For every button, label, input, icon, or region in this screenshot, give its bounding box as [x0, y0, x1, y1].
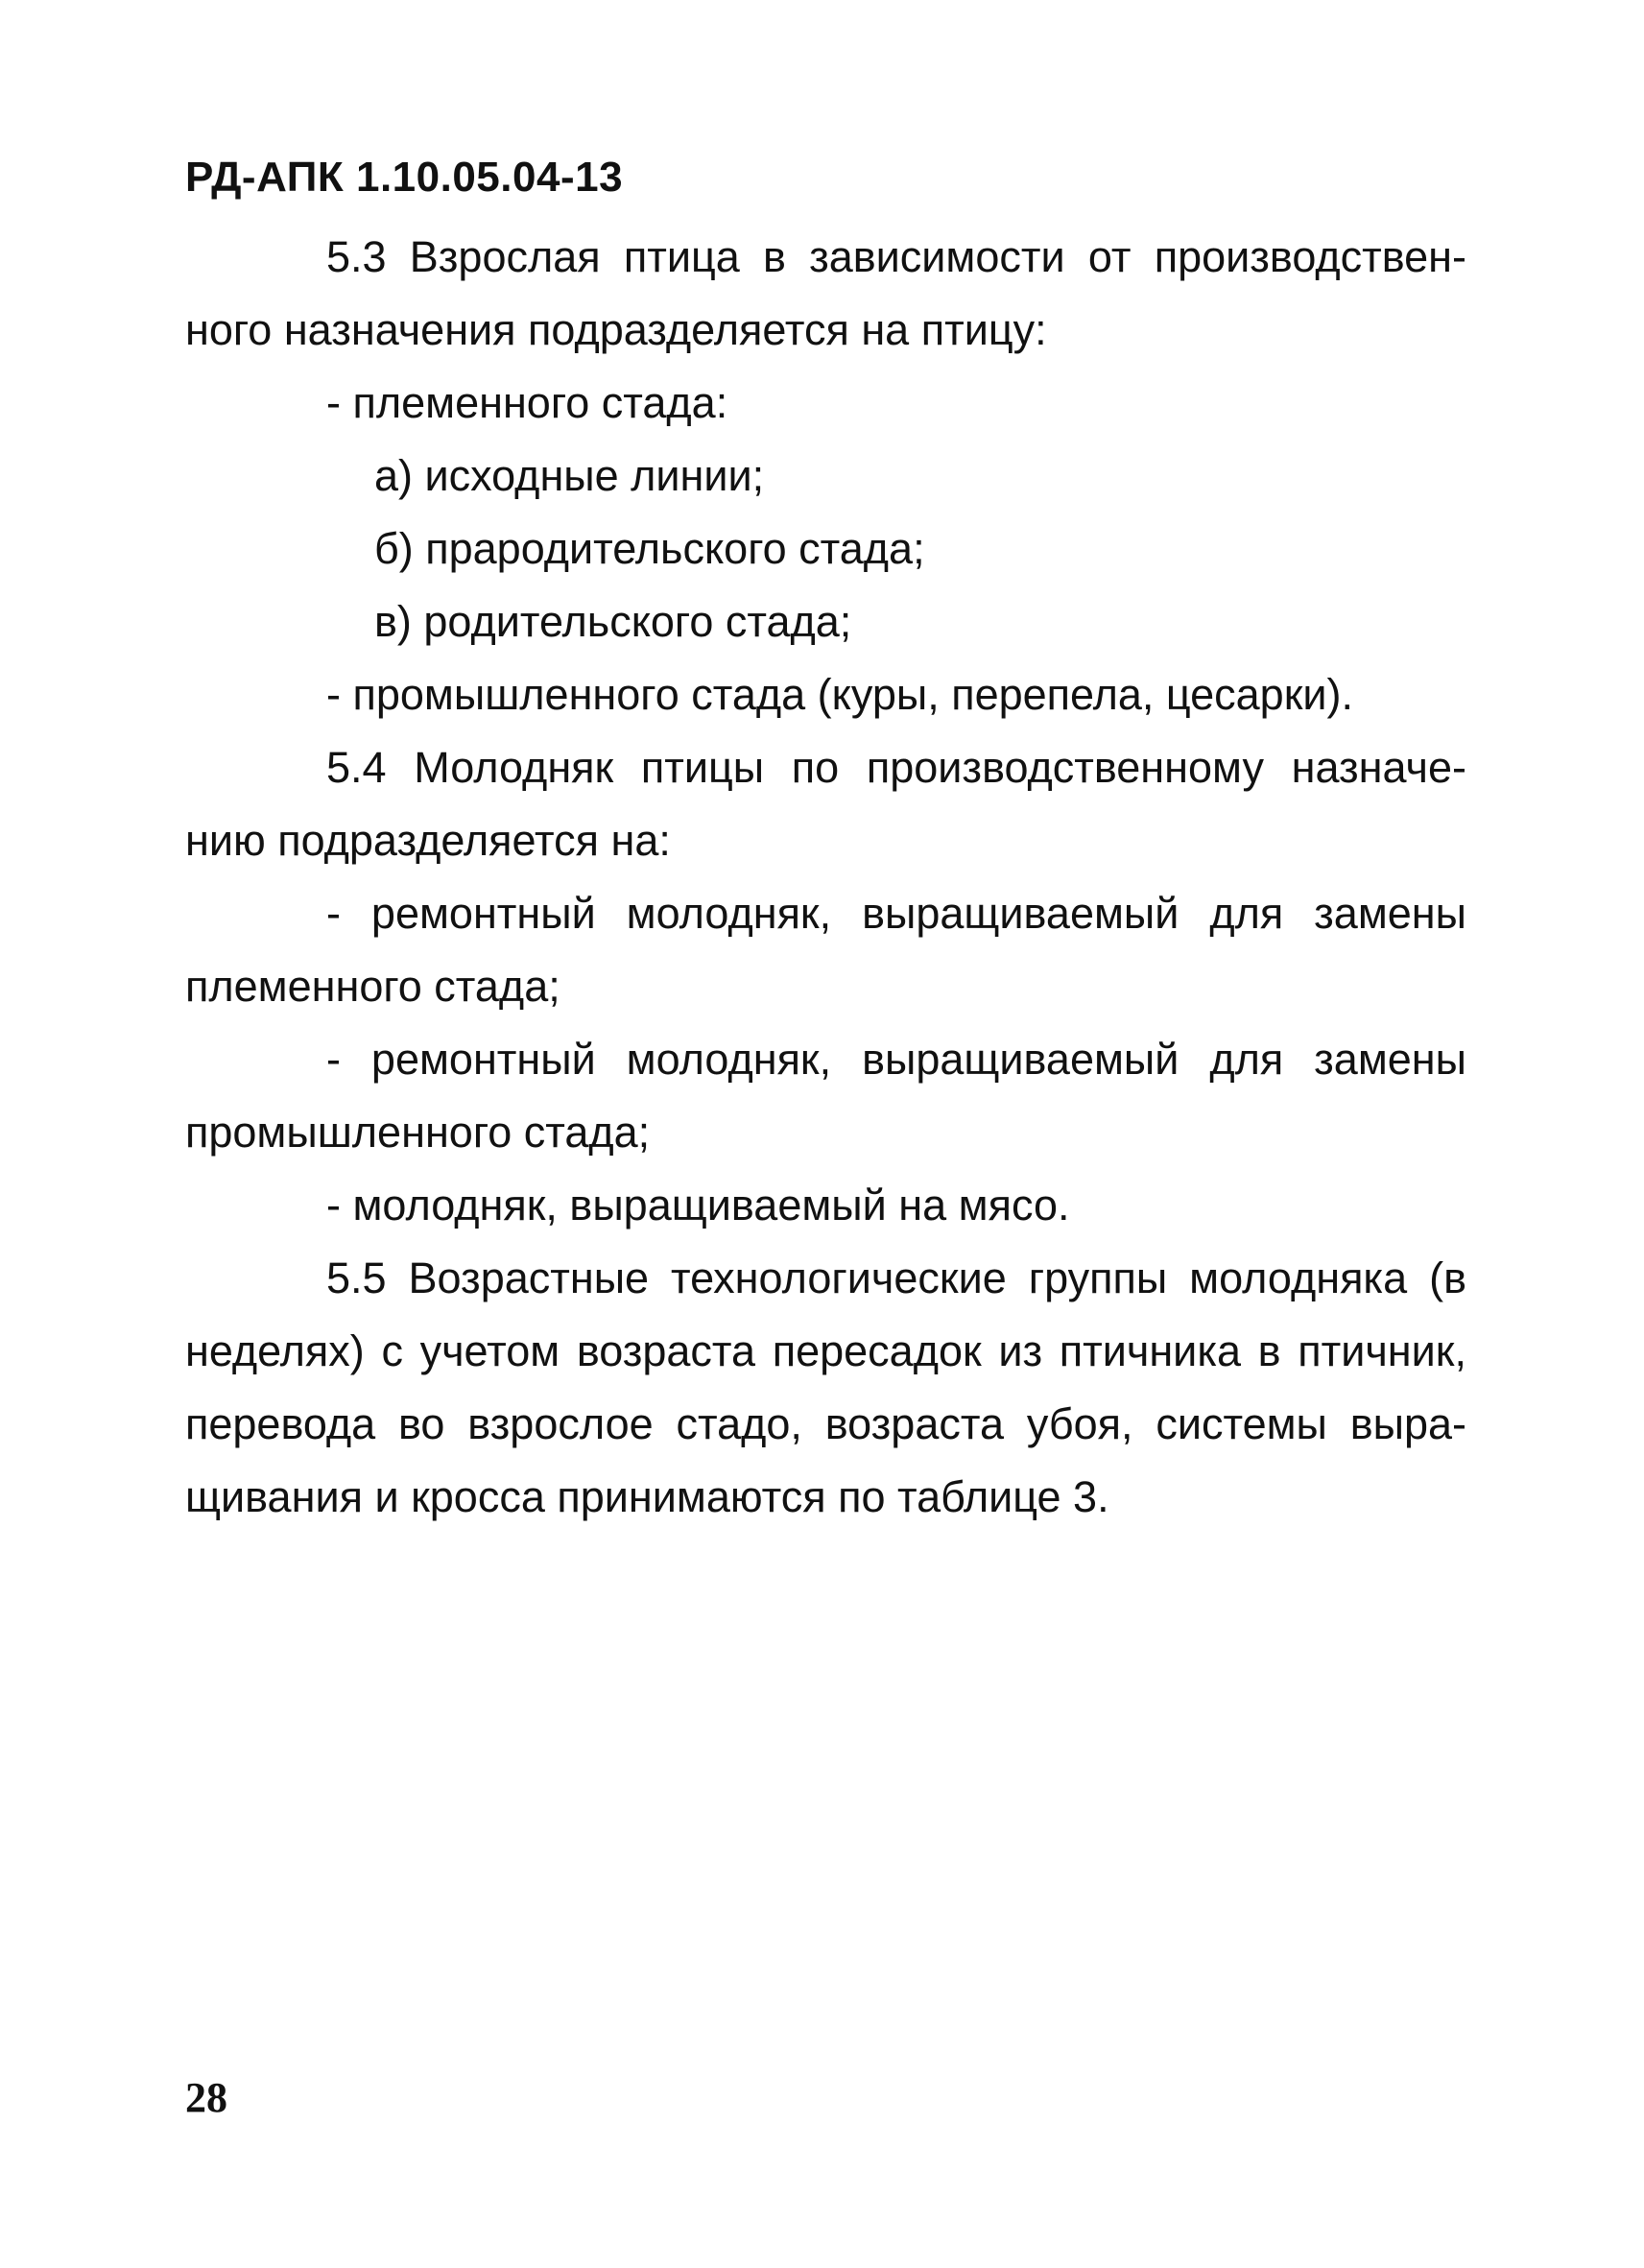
list-item-repair-breeding-line-1: - ремонтный молодняк, выращиваемый для замены [326, 889, 1466, 938]
paragraph-5-3-line-1: 5.3 Взрослая птица в зависимости от производствен- [326, 232, 1466, 281]
paragraph-5-4-line-1: 5.4 Молодняк птицы по производственному назначе- [326, 743, 1466, 792]
list-item-meat-young: - молодняк, выращиваемый на мясо. [326, 1181, 1070, 1229]
list-subitem-c: в) родительского стада; [374, 597, 852, 646]
list-item-repair-industrial-line-2: промышленного стада; [185, 1108, 651, 1157]
paragraph-5-5-line-2: неделях) с учетом возраста пересадок из птичника в птичник, [185, 1326, 1466, 1375]
paragraph-5-5-line-1: 5.5 Возрастные технологические группы молодняка (в [326, 1253, 1466, 1302]
document-code-header: РД-АПК 1.10.05.04-13 [185, 154, 624, 201]
list-item-industrial-herd: - промышленного стада (куры, перепела, цесарки). [326, 670, 1354, 719]
paragraph-5-5-line-3: перевода во взрослое стадо, возраста убоя, системы выра- [185, 1399, 1466, 1448]
paragraph-5-3-line-2: ного назначения подразделяется на птицу: [185, 305, 1047, 354]
list-subitem-a: а) исходные линии; [374, 451, 765, 500]
paragraph-5-5-line-4: щивания и кросса принимаются по таблице 3. [185, 1472, 1109, 1521]
list-item-repair-industrial-line-1: - ремонтный молодняк, выращиваемый для замены [326, 1035, 1466, 1084]
list-subitem-b: б) прародительского стада; [374, 524, 925, 573]
list-item-breeding-herd: - племенного стада: [326, 378, 728, 427]
paragraph-5-4-line-2: нию подразделяется на: [185, 816, 671, 865]
list-item-repair-breeding-line-2: племенного стада; [185, 962, 560, 1011]
page-number: 28 [185, 2074, 227, 2121]
